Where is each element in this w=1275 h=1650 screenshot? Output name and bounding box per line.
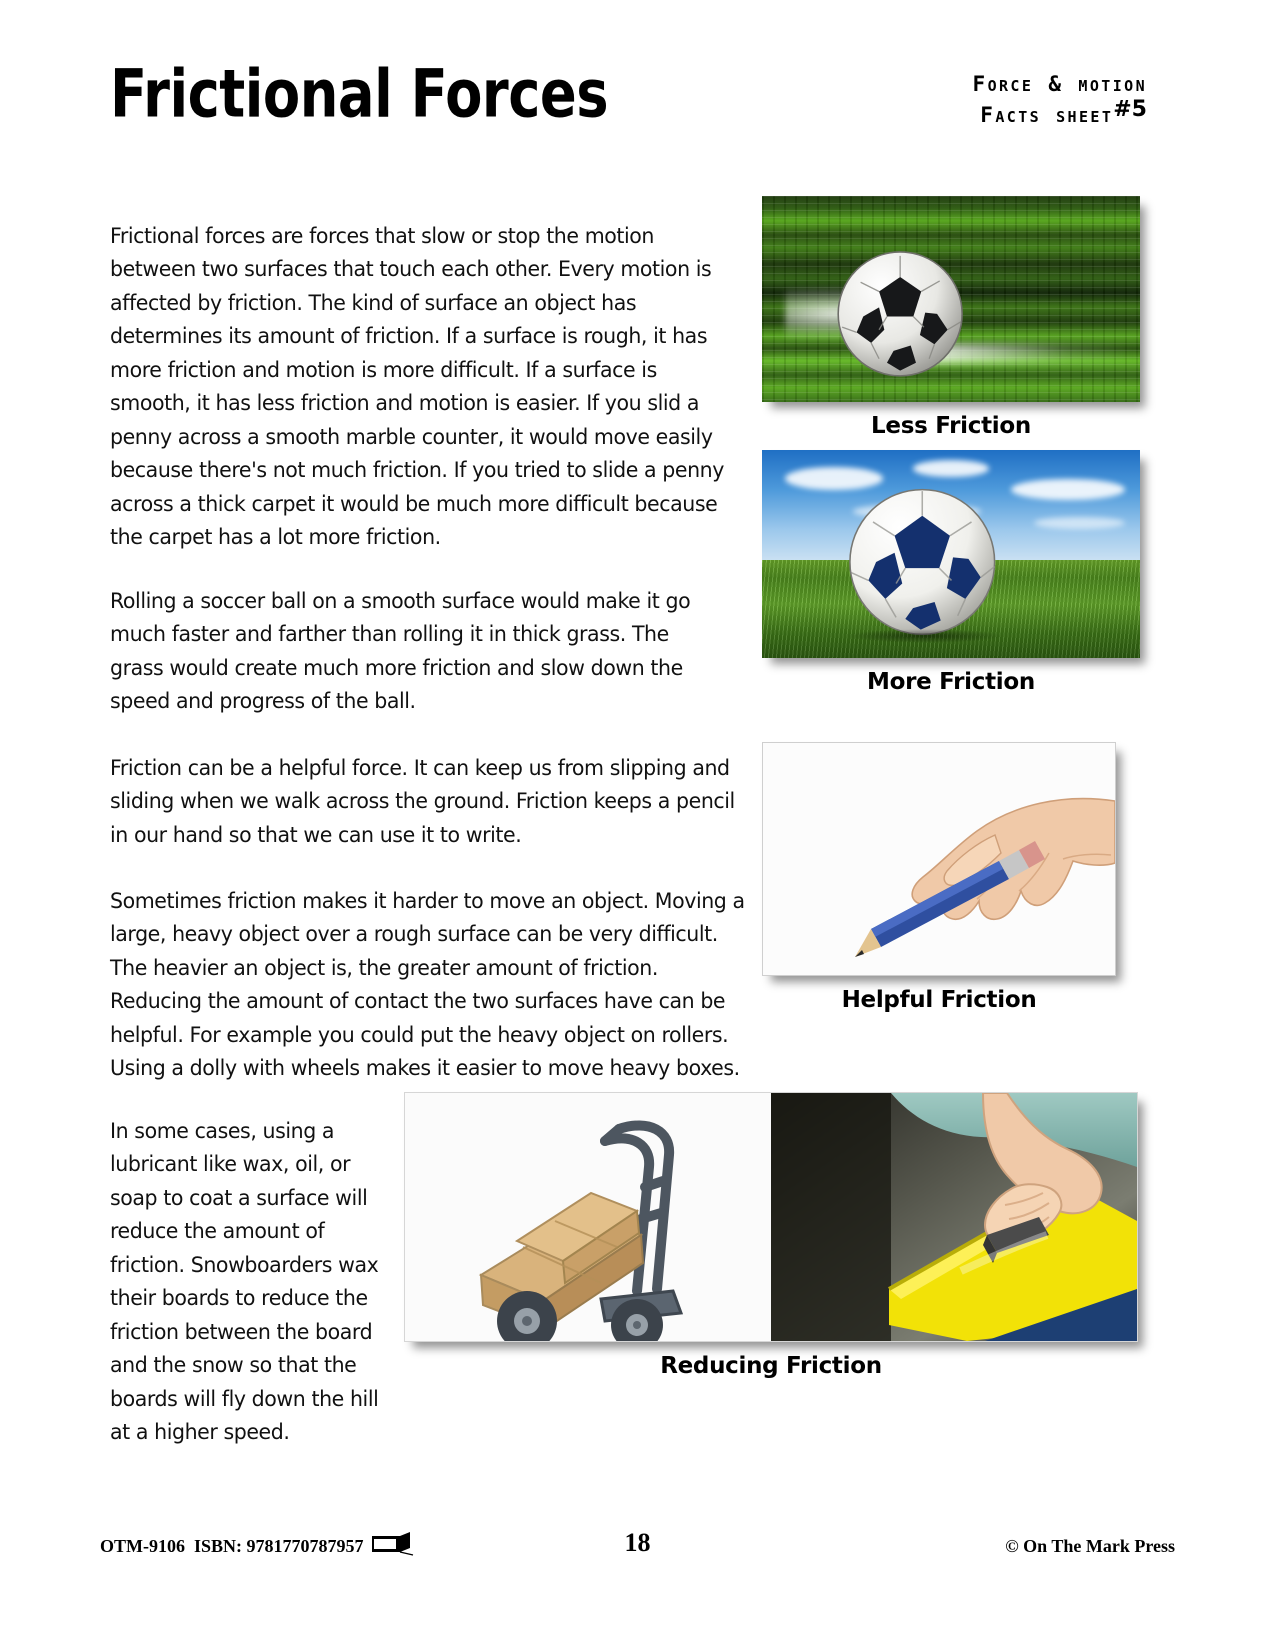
hand-waxing-board-icon [771, 1093, 1137, 1341]
photo-dolly-with-boxes [405, 1093, 771, 1341]
cloud-shape [913, 460, 989, 477]
caption-less-friction: Less Friction [871, 413, 1031, 439]
soccer-ball-icon [834, 248, 966, 380]
paragraph-lubricant: In some cases, using a lubricant like wax, oil, or soap to coat a surface will reduce the amount of friction. Snowboarders wax their boards to reduce the friction between the board and the snow so that the boards will fly down the hill at a higher speed. [110, 1118, 379, 1445]
series-line-2 [973, 96, 1147, 131]
caption-reducing-friction: Reducing Friction [660, 1353, 882, 1379]
figure-helpful-friction [762, 742, 1116, 1013]
page-number: 18 [624, 1528, 651, 1557]
figure-reducing-friction [404, 1092, 1138, 1379]
series-line-1: force & motion [972, 72, 1147, 96]
copyright-notice: © On The Mark Press [1005, 1536, 1175, 1556]
product-code: OTM-9106 [100, 1536, 185, 1556]
cloud-shape [1011, 479, 1124, 500]
figure-less-friction [762, 196, 1140, 439]
photo-waxing-snowboard [771, 1093, 1137, 1341]
figure-more-friction [762, 450, 1140, 695]
paragraph-intro: Frictional forces are forces that slow or stop the motion between two surfaces that touch each other. Every motion is affected by friction. The kind of surface an object has determines its amount of friction. If a surface is rough, it has more friction and motion is more difficult. If a surface is smooth, it has less friction and motion is easier. If you slid a penny across a smooth marble counter, it would move easily because there's not much friction. If you tried to slide a penny across a thick carpet it would be much more difficult because the carpet has a lot more friction. [110, 223, 724, 550]
ball-shadow [845, 629, 1004, 644]
isbn-number: 9781770787957 [246, 1536, 364, 1556]
facts-sheet-label: Facts sheet [980, 102, 1114, 127]
paragraph-soccer-ball: Rolling a soccer ball on a smooth surface would make it go much faster and farther than rolling it in thick grass. The grass would create much more friction and slow down the speed and progress of the ball. [110, 588, 691, 714]
cloud-shape [1034, 517, 1125, 529]
caption-helpful-friction: Helpful Friction [841, 987, 1037, 1013]
photo-more-friction [762, 450, 1140, 658]
photo-less-friction [762, 196, 1140, 402]
photo-helpful-friction [762, 742, 1116, 976]
sheet-number: #5 [1113, 96, 1147, 122]
soccer-ball-icon [841, 485, 1004, 639]
hand-with-pencil-icon [763, 743, 1115, 975]
paragraph-helpful-force: Friction can be a helpful force. It can keep us from slipping and sliding when we walk across the ground. Friction keeps a pencil in our hand so that we can use it to write. [110, 755, 735, 848]
caption-more-friction: More Friction [867, 669, 1035, 695]
isbn-label: ISBN: [194, 1536, 243, 1556]
paragraph-harder-to-move: Sometimes friction makes it harder to move an object. Moving a large, heavy object over a rough surface can be very difficult. The heavier an object is, the greater amount of friction. Reducing the amount of contact the two surfaces have can be helpful. For example you could put the heavy object on rollers. Using a dolly with wheels makes it easier to move heavy boxes. [110, 888, 745, 1081]
hand-truck-icon [405, 1093, 771, 1341]
page-title: Frictional Forces [110, 56, 609, 133]
photo-reducing-friction [404, 1092, 1138, 1342]
series-header [973, 70, 1147, 131]
